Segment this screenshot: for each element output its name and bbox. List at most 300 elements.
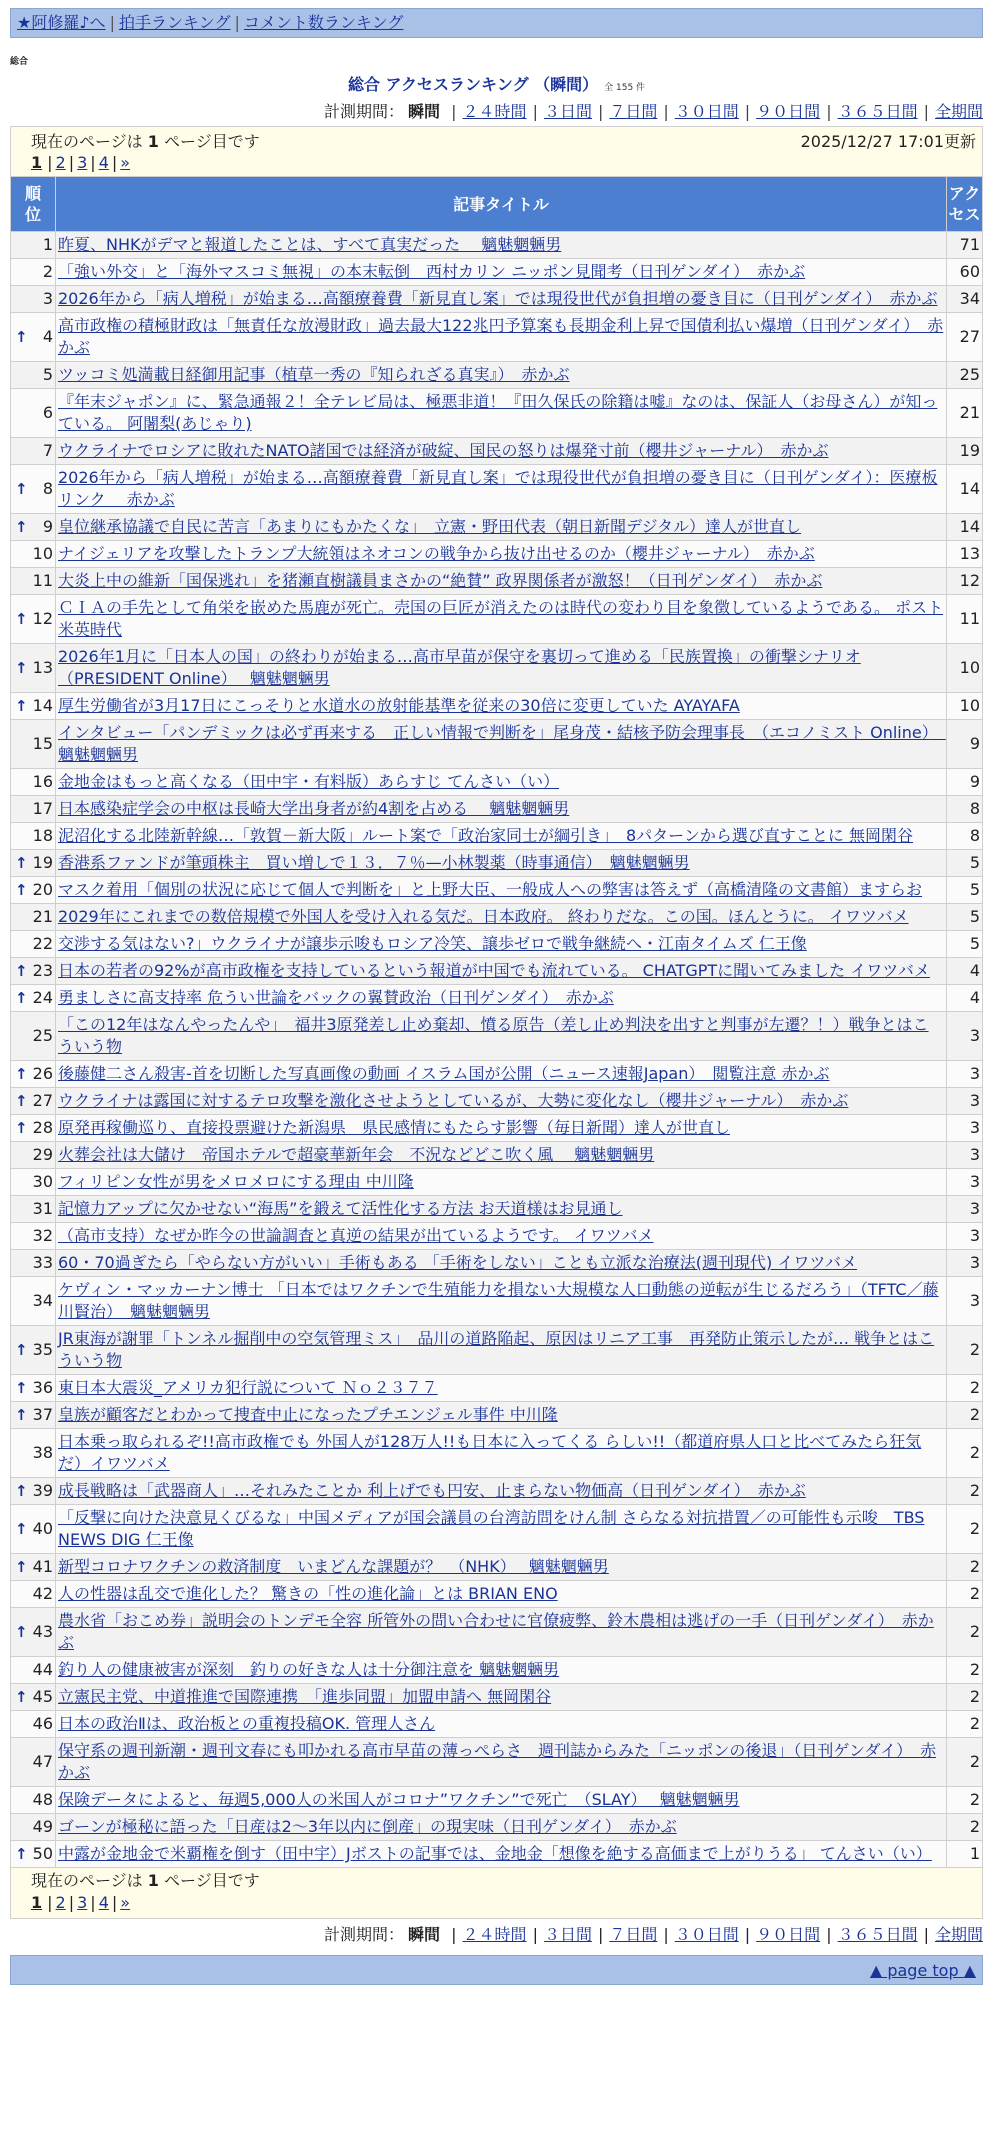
period-selector-top <box>10 102 983 122</box>
rank-number: 21 <box>32 907 53 926</box>
title-cell <box>56 1657 947 1684</box>
rank-number: 27 <box>32 1091 53 1110</box>
rank-cell <box>11 1402 56 1429</box>
period-selector-bottom <box>10 1925 983 1945</box>
title-cell <box>56 1814 947 1841</box>
article-link[interactable]: 金地金はもっと高くなる（田中宇・有料版）あらすじ てんさい（い） <box>58 772 560 791</box>
up-arrow-icon: ↑ <box>15 480 28 498</box>
article-link[interactable]: 『年末ジャポン』に、緊急通報２！全テレビ局は、極悪非道！『田久保氏の除籍は嘘』なのは、保証人（お母さん）が知っている。 阿闍梨(あじゃり) <box>58 392 938 433</box>
ranking-row <box>11 438 983 465</box>
access-count: 4 <box>947 958 983 985</box>
period-separator: | <box>744 102 751 121</box>
ranking-row <box>11 1402 983 1429</box>
article-link[interactable]: 日本の政治Ⅱは、政治板との重複投稿OK. 管理人さん <box>58 1714 436 1733</box>
rank-cell <box>11 1787 56 1814</box>
period-option-4[interactable]: ９０日間 <box>756 102 821 121</box>
period-separator: | <box>923 102 929 121</box>
period-option-4[interactable]: ９０日間 <box>756 1925 821 1944</box>
title-cell <box>56 595 947 644</box>
pager-link-4[interactable]: 4 <box>98 153 109 172</box>
access-count: 5 <box>947 850 983 877</box>
article-link[interactable]: 香港系ファンドが筆頭株主 買い増しで１３．７％—小林製薬（時事通信） 魑魅魍魎男 <box>58 853 690 872</box>
title-cell <box>56 769 947 796</box>
title-cell <box>56 1326 947 1375</box>
ranking-row <box>11 1429 983 1478</box>
rank-cell <box>11 1375 56 1402</box>
up-arrow-icon: ↑ <box>15 1379 28 1397</box>
period-option-6[interactable]: 全期間 <box>934 102 983 121</box>
period-separator: | <box>826 102 832 121</box>
title-cell <box>56 259 947 286</box>
period-separator: | <box>663 102 669 121</box>
ranking-row <box>11 796 983 823</box>
pager-next-link[interactable]: » <box>120 153 131 172</box>
access-count: 2 <box>947 1711 983 1738</box>
access-count: 3 <box>947 1061 983 1088</box>
rank-cell <box>11 1841 56 1868</box>
title-cell <box>56 931 947 958</box>
rank-cell <box>11 850 56 877</box>
title-cell <box>56 1711 947 1738</box>
pager-link-3[interactable]: 3 <box>77 153 88 172</box>
ranking-row <box>11 958 983 985</box>
title-cell <box>56 541 947 568</box>
rank-number: 26 <box>32 1064 53 1083</box>
rank-number: 38 <box>32 1443 53 1462</box>
rank-number: 25 <box>32 1026 53 1045</box>
rank-cell <box>11 1554 56 1581</box>
period-option-3[interactable]: ３０日間 <box>674 102 739 121</box>
page-title-row <box>10 75 983 98</box>
pager-separator: | <box>90 153 96 172</box>
article-link[interactable]: 大炎上中の維新「国保逃れ」を猪瀬直樹議員まさかの“絶賛” 政界関係者が激怒！（日刊ゲンダイ） 赤かぶ <box>58 571 823 590</box>
title-cell <box>56 1223 947 1250</box>
rank-number: 41 <box>32 1557 53 1576</box>
article-link[interactable]: （高市支持）なぜか昨今の世論調査と真逆の結果が出ているようです。 イワツバメ <box>58 1226 654 1245</box>
ranking-row <box>11 1657 983 1684</box>
rank-cell <box>11 389 56 438</box>
article-link[interactable]: 新型コロナワクチンの救済制度 いまどんな課題が？ （NHK） 魑魅魍魎男 <box>58 1557 609 1576</box>
rank-cell <box>11 769 56 796</box>
ranking-row <box>11 1711 983 1738</box>
title-cell <box>56 1250 947 1277</box>
rank-cell <box>11 465 56 514</box>
ranking-row <box>11 1169 983 1196</box>
updated-timestamp: 2025/12/27 17:01更新 <box>800 132 976 151</box>
rank-cell <box>11 823 56 850</box>
article-link[interactable]: 日本の若者の92%が高市政権を支持しているという報道が中国でも流れている。 CHATGPTに聞いてみました イワツバメ <box>58 961 930 980</box>
rank-number: 10 <box>32 544 53 563</box>
article-link[interactable]: 「この12年はなんやったんや」 福井3原発差し止め棄却、憤る原告（差し止め判決を出すと判事が左遷？！）戦争とはこういう物 <box>58 1015 929 1056</box>
access-count: 3 <box>947 1012 983 1061</box>
title-cell <box>56 1061 947 1088</box>
page-title: 総合 アクセスランキング （瞬間） <box>347 75 599 94</box>
access-count: 3 <box>947 1115 983 1142</box>
article-link[interactable]: インタビュー「パンデミックは必ず再来する 正しい情報で判断を」尾身茂・結核予防会理事長 （エコノミスト Online） 魑魅魍魎男 <box>58 723 946 764</box>
rank-cell <box>11 720 56 769</box>
header-rank <box>11 177 56 232</box>
access-count: 21 <box>947 389 983 438</box>
page-status-bottom <box>31 1870 974 1892</box>
title-cell <box>56 362 947 389</box>
access-count: 2 <box>947 1402 983 1429</box>
rank-cell <box>11 1061 56 1088</box>
rank-number: 48 <box>32 1790 53 1809</box>
article-link[interactable]: ツッコミ処満載日経御用記事（植草一秀の『知られざる真実』） 赤かぶ <box>58 365 570 384</box>
period-option-5[interactable]: ３６５日間 <box>837 102 918 121</box>
ranking-row <box>11 1326 983 1375</box>
rank-cell <box>11 1326 56 1375</box>
period-separator: | <box>826 1925 832 1944</box>
article-link[interactable]: 勇ましさに高支持率 危うい世論をバックの翼賛政治（日刊ゲンダイ） 赤かぶ <box>58 988 614 1007</box>
pager-bottom <box>31 1892 974 1914</box>
access-count: 34 <box>947 286 983 313</box>
rank-number: 49 <box>32 1817 53 1836</box>
rank-number: 30 <box>32 1172 53 1191</box>
article-link[interactable]: 皇位継承協議で自民に苦言「あまりにもかたくな」 立憲・野田代表（朝日新聞デジタル）達人が世直し <box>58 517 802 536</box>
rank-cell <box>11 1277 56 1326</box>
up-arrow-icon: ↑ <box>15 518 28 536</box>
rank-number: 34 <box>32 1291 53 1310</box>
pager-link-4[interactable]: 4 <box>98 1893 109 1912</box>
article-link[interactable]: 日本乗っ取られるぞ!!高市政権でも 外国人が128万人!!も日本に入ってくる らしい!!（都道府県人口と比べてみたら狂気だ）イワツバメ <box>58 1432 922 1473</box>
title-cell <box>56 1169 947 1196</box>
article-link[interactable]: 60・70過ぎたら「やらない方がいい」手術もある 「手術をしない」ことも立派な治療法(週刊現代) イワツバメ <box>58 1253 858 1272</box>
ranking-row <box>11 850 983 877</box>
up-arrow-icon: ↑ <box>15 659 28 677</box>
ranking-row <box>11 931 983 958</box>
period-option-0[interactable]: ２４時間 <box>462 1925 527 1944</box>
ranking-row <box>11 1787 983 1814</box>
rank-number: 12 <box>32 609 53 628</box>
comment-ranking-link[interactable]: コメント数ランキング <box>243 13 404 32</box>
rank-number: 9 <box>42 517 53 536</box>
pager-link-2[interactable]: 2 <box>55 1893 66 1912</box>
header-access-label: アクセス <box>948 184 981 224</box>
article-link[interactable]: 釣り人の健康被害が深刻 釣りの好きな人は十分御注意を 魑魅魍魎男 <box>58 1660 560 1679</box>
up-arrow-icon: ↑ <box>15 962 28 980</box>
nav-separator: | <box>109 13 115 32</box>
page-status-prefix: 現在のページは <box>31 132 143 151</box>
rank-cell <box>11 958 56 985</box>
rank-cell <box>11 1711 56 1738</box>
up-arrow-icon: ↑ <box>15 1845 28 1863</box>
page-status-current: 1 <box>147 1871 159 1890</box>
article-link[interactable]: 交渉する気はない?」ウクライナが譲歩示唆もロシア冷笑、譲歩ゼロで戦争継続へ・江南タイムズ 仁王像 <box>58 934 807 953</box>
rank-number: 4 <box>42 327 53 346</box>
access-count: 10 <box>947 644 983 693</box>
title-cell <box>56 465 947 514</box>
rank-number: 44 <box>32 1660 53 1679</box>
article-link[interactable]: 2026年から「病人増税」が始まる…高額療養費「新見直し案」では現役世代が負担増の憂き目に（日刊ゲンダイ） 赤かぶ <box>58 289 938 308</box>
ranking-row <box>11 232 983 259</box>
article-link[interactable]: 東日本大震災_アメリカ犯行説について Ｎｏ２３７７ <box>58 1378 438 1397</box>
top-nav <box>10 8 983 38</box>
rank-cell <box>11 1581 56 1608</box>
page-top-link[interactable]: ▲ page top ▲ <box>869 1961 976 1980</box>
article-link[interactable]: ケヴィン・マッカーナン博士 「日本ではワクチンで生殖能力を損ない大規模な人口動態の逆転が生じるだろう」（TFTC／藤川賢治） 魑魅魍魎男 <box>58 1280 939 1321</box>
article-link[interactable]: ＣＩＡの手先として角栄を嵌めた馬鹿が死亡。売国の巨匠が消えたのは時代の変わり目を象徴しているようである。 ポスト米英時代 <box>58 598 944 639</box>
ranking-row <box>11 1277 983 1326</box>
pager-current: 1 <box>31 153 43 172</box>
title-cell <box>56 286 947 313</box>
up-arrow-icon: ↑ <box>15 1406 28 1424</box>
title-cell <box>56 1505 947 1554</box>
access-count: 3 <box>947 1169 983 1196</box>
access-count: 14 <box>947 465 983 514</box>
pager-separator: | <box>111 153 118 172</box>
ranking-row <box>11 1061 983 1088</box>
title-cell <box>56 1402 947 1429</box>
rank-number: 22 <box>32 934 53 953</box>
header-access <box>947 177 983 232</box>
access-count: 3 <box>947 1088 983 1115</box>
period-option-0[interactable]: ２４時間 <box>462 102 527 121</box>
ranking-row <box>11 693 983 720</box>
section-label: 総合 <box>10 57 29 67</box>
access-count: 2 <box>947 1738 983 1787</box>
access-count: 2 <box>947 1429 983 1478</box>
article-link[interactable]: 保険データによると、毎週5,000人の米国人がコロナ”ワクチン”で死亡 （SLAY） 魑魅魍魎男 <box>58 1790 740 1809</box>
ranking-row <box>11 389 983 438</box>
rank-cell <box>11 1012 56 1061</box>
title-cell <box>56 1841 947 1868</box>
article-link[interactable]: 記憶力アップに欠かせない“海馬”を鍛えて活性化する方法 お天道様はお見通し <box>58 1199 623 1218</box>
ranking-row <box>11 568 983 595</box>
pager-separator: | <box>47 153 53 172</box>
access-count: 2 <box>947 1581 983 1608</box>
article-link[interactable]: マスク着用「個別の状況に応じて個人で判断を」と上野大臣、一般成人への弊害は答えず（高橋清隆の文書館）ますらお <box>58 880 923 899</box>
pager-separator: | <box>68 1893 75 1912</box>
ranking-row <box>11 259 983 286</box>
access-count: 25 <box>947 362 983 389</box>
article-link[interactable]: 厚生労働省が3月17日にこっそりと水道水の放射能基準を従来の30倍に変更していた AYAYAFA <box>58 696 740 715</box>
rank-cell <box>11 1657 56 1684</box>
title-cell <box>56 823 947 850</box>
rank-cell <box>11 595 56 644</box>
period-option-5[interactable]: ３６５日間 <box>837 1925 918 1944</box>
footer-bar <box>10 1955 983 1985</box>
article-link[interactable]: JR東海が謝罪「トンネル掘削中の空気管理ミス」 品川の道路陥起、原因はリニア工事 再発防止策示したが… 戦争とはこういう物 <box>58 1329 935 1370</box>
up-arrow-icon: ↑ <box>15 1688 28 1706</box>
rank-cell <box>11 877 56 904</box>
home-link[interactable]: ★阿修羅♪へ <box>17 13 106 32</box>
access-count: 12 <box>947 568 983 595</box>
article-link[interactable]: 後藤健二さん殺害-首を切断した写真画像の動画 イスラム国が公開（ニュース速報Japan） 閲覧注意 赤かぶ <box>58 1064 830 1083</box>
article-link[interactable]: フィリピン女性が男をメロメロにする理由 中川隆 <box>58 1172 414 1191</box>
rank-cell <box>11 1196 56 1223</box>
ranking-row <box>11 769 983 796</box>
article-link[interactable]: 2029年にこれまでの数倍規模で外国人を受け入れる気だ。日本政府。 終わりだな。この国。ほんとうに。 イワツバメ <box>58 907 909 926</box>
ranking-row <box>11 1608 983 1657</box>
article-link[interactable]: ウクライナは露国に対するテロ攻撃を激化させようとしているが、大勢に変化なし（櫻井ジャーナル） 赤かぶ <box>58 1091 849 1110</box>
rank-number: 31 <box>32 1199 53 1218</box>
rank-cell <box>11 259 56 286</box>
ranking-row <box>11 720 983 769</box>
period-label: 計測期間： <box>324 102 405 121</box>
period-option-1[interactable]: ３日間 <box>543 1925 592 1944</box>
article-link[interactable]: 2026年1月に「日本人の国」の終わりが始まる…高市早苗が保守を裏切って進める「民族置換」の衝撃シナリオ （PRESIDENT Online） 魑魅魍魎男 <box>58 647 861 688</box>
page-info-bottom <box>10 1868 983 1919</box>
title-cell <box>56 1608 947 1657</box>
rank-number: 50 <box>32 1844 53 1863</box>
access-count: 8 <box>947 823 983 850</box>
access-count: 3 <box>947 1277 983 1326</box>
ranking-row <box>11 1814 983 1841</box>
ranking-row <box>11 823 983 850</box>
period-separator: | <box>744 1925 751 1944</box>
applause-ranking-link[interactable]: 拍手ランキング <box>118 13 231 32</box>
ranking-row <box>11 313 983 362</box>
article-link[interactable]: ゴーンが極秘に語った「日産は2〜3年以内に倒産」の現実味（日刊ゲンダイ） 赤かぶ <box>58 1817 677 1836</box>
rank-cell <box>11 286 56 313</box>
article-link[interactable]: ウクライナでロシアに敗れたNATO諸国では経済が破綻、国民の怒りは爆発寸前（櫻井ジャーナル） 赤かぶ <box>58 441 829 460</box>
rank-number: 23 <box>32 961 53 980</box>
title-cell <box>56 438 947 465</box>
access-count: 8 <box>947 796 983 823</box>
article-link[interactable]: 成長戦略は「武器商人」…それみたことか 利上げでも円安、止まらない物価高（日刊ゲンダイ） 赤かぶ <box>58 1481 806 1500</box>
title-cell <box>56 1581 947 1608</box>
title-cell <box>56 1554 947 1581</box>
article-link[interactable]: 「反撃に向けた決意見くびるな」中国メディアが国会議員の台湾訪問をけん制 さらなる対抗措置／の可能性も示唆 TBS NEWS DIG 仁王像 <box>58 1508 925 1549</box>
access-count: 9 <box>947 720 983 769</box>
title-cell <box>56 904 947 931</box>
rank-cell <box>11 1478 56 1505</box>
article-link[interactable]: 火葬会社は大儲け 帝国ホテルで超豪華新年会 不況などどこ吹く風 魑魅魍魎男 <box>58 1145 655 1164</box>
ranking-row <box>11 1478 983 1505</box>
rank-number: 33 <box>32 1253 53 1272</box>
title-cell <box>56 796 947 823</box>
article-link[interactable]: 日本感染症学会の中枢は長崎大学出身者が約4割を占める 魑魅魍魎男 <box>58 799 570 818</box>
rank-cell <box>11 644 56 693</box>
rank-cell <box>11 1088 56 1115</box>
period-separator: | <box>451 102 457 121</box>
article-link[interactable]: 農水省「おこめ券」説明会のトンデモ全容 所管外の問い合わせに官僚疲弊、鈴木農相は逃げの一手（日刊ゲンダイ） 赤かぶ <box>58 1611 934 1652</box>
access-count: 2 <box>947 1814 983 1841</box>
nav-separator: | <box>234 13 240 32</box>
rank-cell <box>11 438 56 465</box>
period-separator: | <box>923 1925 929 1944</box>
ranking-row <box>11 1554 983 1581</box>
period-option-1[interactable]: ３日間 <box>543 102 592 121</box>
period-option-6[interactable]: 全期間 <box>934 1925 983 1944</box>
rank-number: 17 <box>32 799 53 818</box>
ranking-row <box>11 1115 983 1142</box>
article-link[interactable]: 泥沼化する北陸新幹線…「敦賀－新大阪」ルート案で「政治家同士が綱引き」 8パターンから選び直すことに 無岡閑谷 <box>58 826 913 845</box>
rank-number: 47 <box>32 1752 53 1771</box>
rank-number: 2 <box>42 262 53 281</box>
ranking-row <box>11 595 983 644</box>
title-cell <box>56 693 947 720</box>
up-arrow-icon: ↑ <box>15 989 28 1007</box>
article-link[interactable]: 2026年から「病人増税」が始まる…高額療養費「新見直し案」では現役世代が負担増の憂き目に（日刊ゲンダイ）：医療板リンク 赤かぶ <box>58 468 938 509</box>
rank-number: 11 <box>32 571 53 590</box>
ranking-row <box>11 644 983 693</box>
pager-separator: | <box>68 153 75 172</box>
rank-cell <box>11 1684 56 1711</box>
title-cell <box>56 1088 947 1115</box>
rank-number: 39 <box>32 1481 53 1500</box>
article-link[interactable]: 昨夏、NHKがデマと報道したことは、すべて真実だった 魑魅魍魎男 <box>58 235 562 254</box>
title-cell <box>56 313 947 362</box>
up-arrow-icon: ↑ <box>15 854 28 872</box>
article-link[interactable]: 立憲民主党、中道推進で国際連携 「進歩同盟」加盟申請へ 無岡閑谷 <box>58 1687 552 1706</box>
up-arrow-icon: ↑ <box>15 1482 28 1500</box>
pager-top <box>31 152 974 174</box>
access-count: 2 <box>947 1478 983 1505</box>
pager-link-3[interactable]: 3 <box>77 1893 88 1912</box>
period-separator: | <box>532 102 538 121</box>
ranking-row <box>11 465 983 514</box>
article-link[interactable]: ナイジェリアを攻撃したトランプ大統領はネオコンの戦争から抜け出せるのか（櫻井ジャーナル） 赤かぶ <box>58 544 815 563</box>
ranking-row <box>11 1375 983 1402</box>
period-option-2[interactable]: ７日間 <box>609 102 658 121</box>
title-cell <box>56 985 947 1012</box>
rank-cell <box>11 1505 56 1554</box>
article-link[interactable]: 「強い外交」と「海外マスコミ無視」の本末転倒 西村カリン ニッポン見聞考（日刊ゲンダイ） 赤かぶ <box>58 262 806 281</box>
access-count: 71 <box>947 232 983 259</box>
article-link[interactable]: 原発再稼働巡り、直接投票避けた新潟県 県民感情にもたらす影響（毎日新聞）達人が世直し <box>58 1118 731 1137</box>
pager-next-link[interactable]: » <box>120 1893 131 1912</box>
access-count: 10 <box>947 693 983 720</box>
access-count: 5 <box>947 904 983 931</box>
title-cell <box>56 1277 947 1326</box>
title-cell <box>56 1478 947 1505</box>
period-option-2[interactable]: ７日間 <box>609 1925 658 1944</box>
period-separator: | <box>597 102 604 121</box>
access-count: 4 <box>947 985 983 1012</box>
rank-number: 24 <box>32 988 53 1007</box>
access-count: 1 <box>947 1841 983 1868</box>
period-separator: | <box>663 1925 669 1944</box>
rank-number: 40 <box>32 1519 53 1538</box>
up-arrow-icon: ↑ <box>15 1520 28 1538</box>
period-option-3[interactable]: ３０日間 <box>674 1925 739 1944</box>
period-current: 瞬間 <box>408 1925 441 1944</box>
up-arrow-icon: ↑ <box>15 881 28 899</box>
access-count: 2 <box>947 1684 983 1711</box>
article-link[interactable]: 皇族が顧客だとわかって捜査中止になったプチエンジェル事件 中川隆 <box>58 1405 558 1424</box>
rank-number: 1 <box>42 235 53 254</box>
up-arrow-icon: ↑ <box>15 1341 28 1359</box>
title-cell <box>56 568 947 595</box>
rank-number: 13 <box>32 658 53 677</box>
rank-number: 15 <box>32 734 53 753</box>
article-link[interactable]: 高市政権の積極財政は「無責任な放漫財政」過去最大122兆円予算案も長期金利上昇で国債利払い爆増（日刊ゲンダイ） 赤かぶ <box>58 316 944 357</box>
article-link[interactable]: 中露が金地金で米覇権を倒す（田中宇）Jボストの記事では、金地金「想像を絶する高価まで上がりうる」 てんさい（い） <box>58 1844 932 1863</box>
title-cell <box>56 720 947 769</box>
access-count: 2 <box>947 1505 983 1554</box>
title-cell <box>56 644 947 693</box>
article-link[interactable]: 人の性器は乱交で進化した？ 驚きの「性の進化論」とは BRIAN ENO <box>58 1584 558 1603</box>
pager-link-2[interactable]: 2 <box>55 153 66 172</box>
period-current: 瞬間 <box>408 102 441 121</box>
access-count: 2 <box>947 1787 983 1814</box>
access-count: 11 <box>947 595 983 644</box>
access-count: 27 <box>947 313 983 362</box>
article-link[interactable]: 保守系の週刊新潮・週刊文春にも叩かれる高市早苗の薄っぺらさ 週刊誌からみた「ニッポンの後退」（日刊ゲンダイ） 赤かぶ <box>58 1741 937 1782</box>
access-count: 5 <box>947 931 983 958</box>
rank-number: 8 <box>42 479 53 498</box>
rank-number: 28 <box>32 1118 53 1137</box>
title-cell <box>56 850 947 877</box>
rank-cell <box>11 904 56 931</box>
period-label: 計測期間： <box>324 1925 405 1944</box>
title-cell <box>56 877 947 904</box>
ranking-row <box>11 1223 983 1250</box>
header-rank-label: 順位 <box>24 184 41 224</box>
pager-separator: | <box>111 1893 118 1912</box>
